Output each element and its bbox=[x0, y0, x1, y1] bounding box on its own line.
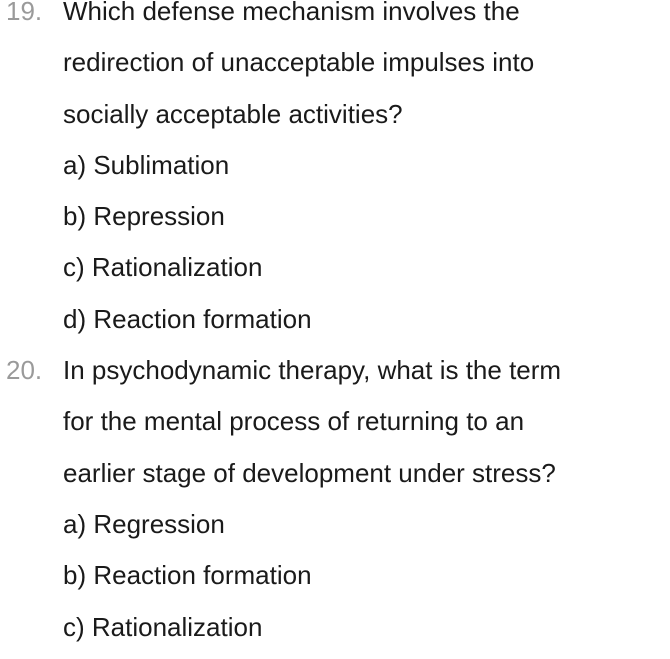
question-text: for the mental process of returning to an bbox=[63, 406, 525, 437]
question-text: Which defense mechanism involves the bbox=[63, 0, 520, 26]
option-text: b) Repression bbox=[63, 201, 225, 232]
option-text: d) Reaction formation bbox=[63, 303, 312, 334]
question-line bbox=[0, 37, 670, 88]
option-text: a) Sublimation bbox=[63, 149, 230, 180]
option-text: a) Regression bbox=[63, 508, 225, 539]
answer-option-c bbox=[0, 242, 670, 293]
question-line bbox=[0, 345, 670, 396]
option-text: c) Rationalization bbox=[63, 252, 263, 283]
question-text: redirection of unacceptable impulses into bbox=[63, 47, 535, 78]
answer-option-a bbox=[0, 499, 670, 550]
answer-option-a bbox=[0, 140, 670, 191]
question-number: 19. bbox=[6, 0, 43, 26]
question-line bbox=[0, 396, 670, 447]
answer-option-b bbox=[0, 191, 670, 242]
question-line bbox=[0, 0, 670, 37]
question-line bbox=[0, 89, 670, 140]
question-line bbox=[0, 448, 670, 499]
question-text: In psychodynamic therapy, what is the term bbox=[63, 355, 562, 386]
option-text: b) Reaction formation bbox=[63, 560, 312, 591]
answer-option-c bbox=[0, 602, 670, 653]
question-20 bbox=[0, 345, 670, 653]
question-text: socially acceptable activities? bbox=[63, 98, 403, 129]
question-number: 20. bbox=[6, 355, 43, 386]
option-text: c) Rationalization bbox=[63, 611, 263, 642]
answer-option-b bbox=[0, 550, 670, 601]
answer-option-d bbox=[0, 294, 670, 345]
question-text: earlier stage of development under stress? bbox=[63, 457, 556, 488]
